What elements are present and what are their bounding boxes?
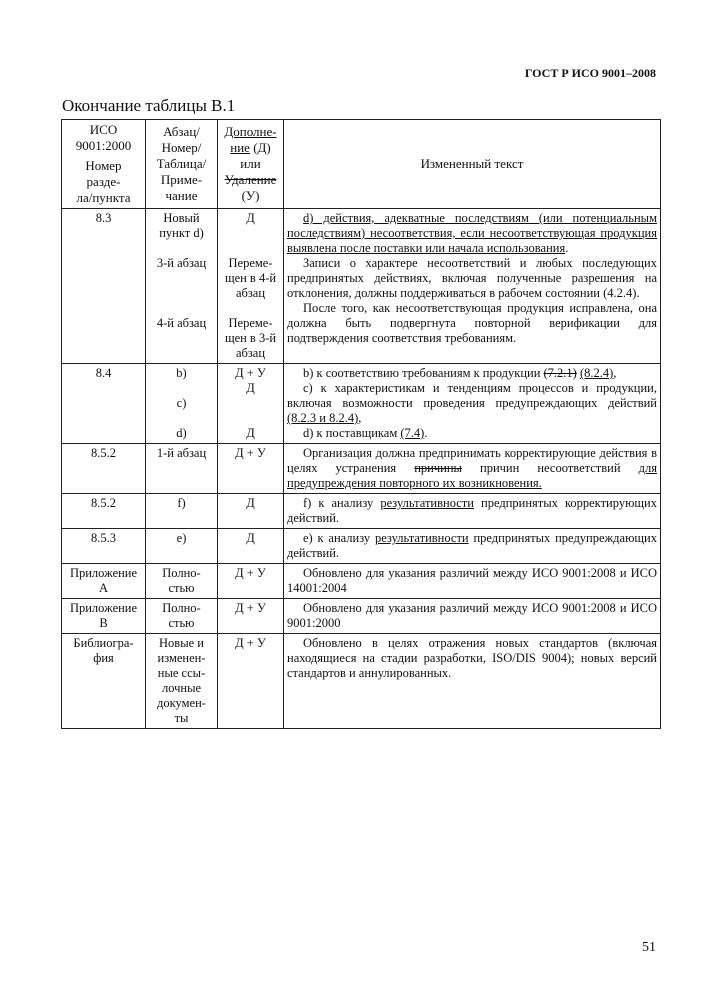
cell-text: Организация должна предпринимать корректирующие действия в целях устранения причины причин несоответствий для предупреждения повторного их возникновения. — [284, 444, 661, 494]
cell-paragraph: Новые и изменен- ные ссы- лочные докумен- ты — [146, 634, 218, 729]
header-iso-section: ИСО 9001:2000 Номер разде- ла/пункта — [62, 120, 146, 209]
cell-paragraph: Новый пункт d) 3-й абзац 4-й абзац — [146, 209, 218, 364]
table-row — [62, 634, 661, 729]
table-row — [62, 444, 661, 494]
cell-text: f) к анализу результативности предпринятых корректирующих действий. — [284, 494, 661, 529]
cell-paragraph: b) c) d) — [146, 364, 218, 444]
header-paragraph: Абзац/ Номер/ Таблица/ Приме- чание — [146, 120, 218, 209]
cell-text: Обновлено для указания различий между ИСО 9001:2008 и ИСО 14001:2004 — [284, 564, 661, 599]
header-changed-text: Измененный текст — [284, 120, 661, 209]
cell-paragraph: f) — [146, 494, 218, 529]
cell-section: 8.5.2 — [62, 494, 146, 529]
table-header-row — [62, 120, 661, 209]
cell-section: Приложение В — [62, 599, 146, 634]
cell-paragraph: Полно- стью — [146, 599, 218, 634]
cell-text: Обновлено в целях отражения новых стандартов (включая находящиеся на стадии разработки, ISO/DIS 9004); новых версий стандартов и аннулированных. — [284, 634, 661, 729]
table-caption: Окончание таблицы В.1 — [62, 96, 236, 115]
cell-type: Д + У — [218, 634, 284, 729]
cell-type: Д + У — [218, 599, 284, 634]
table-row — [62, 564, 661, 599]
cell-paragraph: 1-й абзац — [146, 444, 218, 494]
cell-paragraph: Полно- стью — [146, 564, 218, 599]
cell-text: d) действия, адекватные последствиям (или потенциальным последствиям) несоответствия, если несоответствующая продукция выявлена после поставки или начала использования. Записи о характере несоответствий и любых последующих предпринятых действиях, включая полученные разрешения на отклонения, должны поддерживаться в рабочем состоянии (4.2.4). После того, как несоответствующая продукция исправлена, она должна быть подвергнута повторной верификации для подтверждения соответствия требованиям. — [284, 209, 661, 364]
cell-type: Д — [218, 529, 284, 564]
cell-text: e) к анализу результативности предпринятых предупреждающих действий. — [284, 529, 661, 564]
cell-section: 8.5.2 — [62, 444, 146, 494]
cell-section: 8.5.3 — [62, 529, 146, 564]
cell-text: b) к соответствию требованиям к продукции (7.2.1) (8.2.4), c) к характеристикам и тенденциям процессов и продукции, включая возможности проведения предупреждающих действий (8.2.3 и 8.2.4), d) к поставщикам (7.4). — [284, 364, 661, 444]
cell-section: 8.4 — [62, 364, 146, 444]
cell-paragraph: e) — [146, 529, 218, 564]
cell-type: Д — [218, 494, 284, 529]
cell-section: 8.3 — [62, 209, 146, 364]
changes-table — [61, 119, 661, 729]
cell-section: Приложение А — [62, 564, 146, 599]
header-addition-deletion: Дополне- ние (Д) или Удаление (У) — [218, 120, 284, 209]
cell-section: Библиогра- фия — [62, 634, 146, 729]
table-row — [62, 364, 661, 444]
cell-type: Д + У — [218, 564, 284, 599]
cell-type: Д + У — [218, 444, 284, 494]
table-row — [62, 209, 661, 364]
cell-type: Д + У Д Д — [218, 364, 284, 444]
table-row — [62, 529, 661, 564]
page-number: 51 — [642, 940, 656, 955]
cell-type: Д Переме- щен в 4-й абзац Переме- щен в 3-й абзац — [218, 209, 284, 364]
cell-text: Обновлено для указания различий между ИСО 9001:2008 и ИСО 9001:2000 — [284, 599, 661, 634]
table-row — [62, 494, 661, 529]
document-header: ГОСТ Р ИСО 9001–2008 — [524, 66, 656, 80]
table-row — [62, 599, 661, 634]
